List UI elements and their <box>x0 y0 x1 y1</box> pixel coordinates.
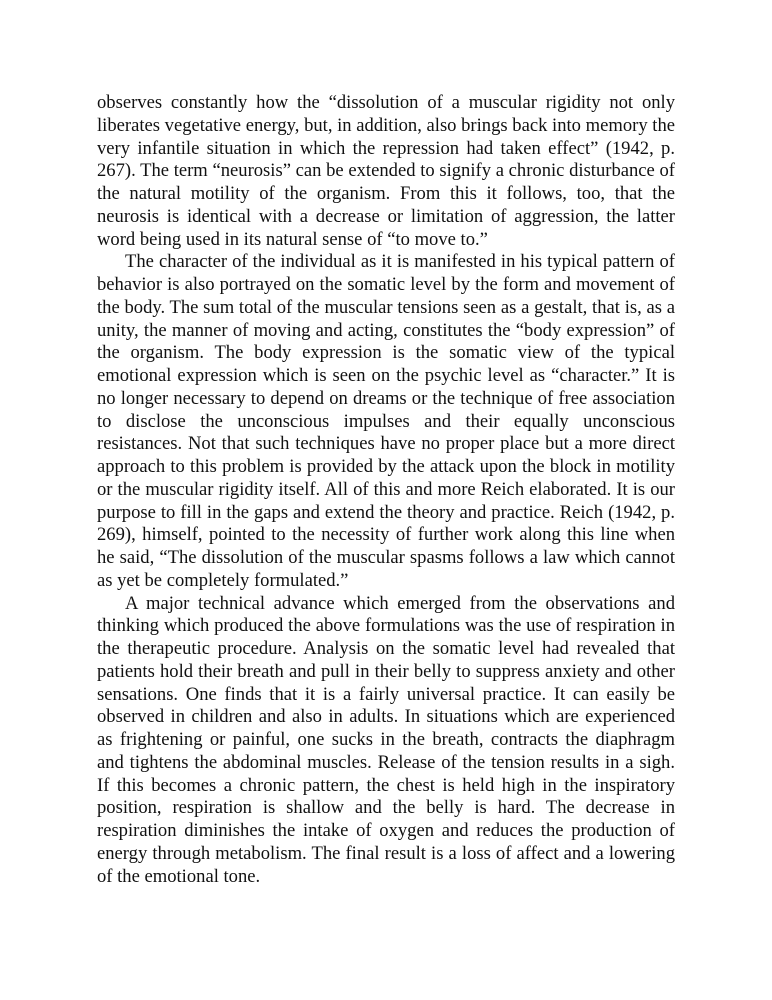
paragraph-respiration: A major technical advance which emerged from the observations and thinking which produced the above formulations was the use of respiration in the therapeutic procedure. Analysis on the somatic level had revealed that patients hold their breath and pull in their belly to suppress anxiety and other sensations. One finds that it is a fairly universal practice. It can easily be observed in children and also in adults. In situations which are experienced as frightening or painful, one sucks in the breath, contracts the diaphragm and tightens the abdominal muscles. Release of the tension results in a sigh. If this becomes a chronic pattern, the chest is held high in the inspiratory position, respiration is shallow and the belly is hard. The decrease in respiration diminishes the intake of oxygen and reduces the production of energy through metabolism. The final result is a loss of affect and a lowering of the emotional tone. <box>97 592 675 887</box>
paragraph-character: The character of the individual as it is manifested in his typical pattern of behavior is also portrayed on the somatic level by the form and movement of the body. The sum total of the muscular tensions seen as a gestalt, that is, as a unity, the manner of moving and acting, constitutes the “body expression” of the organism. The body expression is the somatic view of the typical emotional expression which is seen on the psychic level as “character.” It is no longer necessary to depend on dreams or the technique of free association to disclose the unconscious impulses and their equally unconscious resistances. Not that such techniques have no proper place but a more direct approach to this problem is provided by the attack upon the block in motility or the muscular rigidity itself. All of this and more Reich elaborated. It is our purpose to fill in the gaps and extend the theory and practice. Reich (1942, p. 269), himself, pointed to the necessity of further work along this line when he said, “The dissolution of the muscular spasms follows a law which cannot as yet be completely formulated.” <box>97 251 675 591</box>
page-body <box>97 92 675 888</box>
paragraph-continuation: observes constantly how the “dissolution of a muscular rigidity not only liberates vegetative energy, but, in addition, also brings back into memory the very infantile situation in which the repression had taken effect” (1942, p. 267). The term “neurosis” can be extended to signify a chronic disturbance of the natural motility of the organism. From this it follows, too, that the neurosis is identical with a decrease or limitation of aggression, the latter word being used in its natural sense of “to move to.” <box>97 92 675 250</box>
